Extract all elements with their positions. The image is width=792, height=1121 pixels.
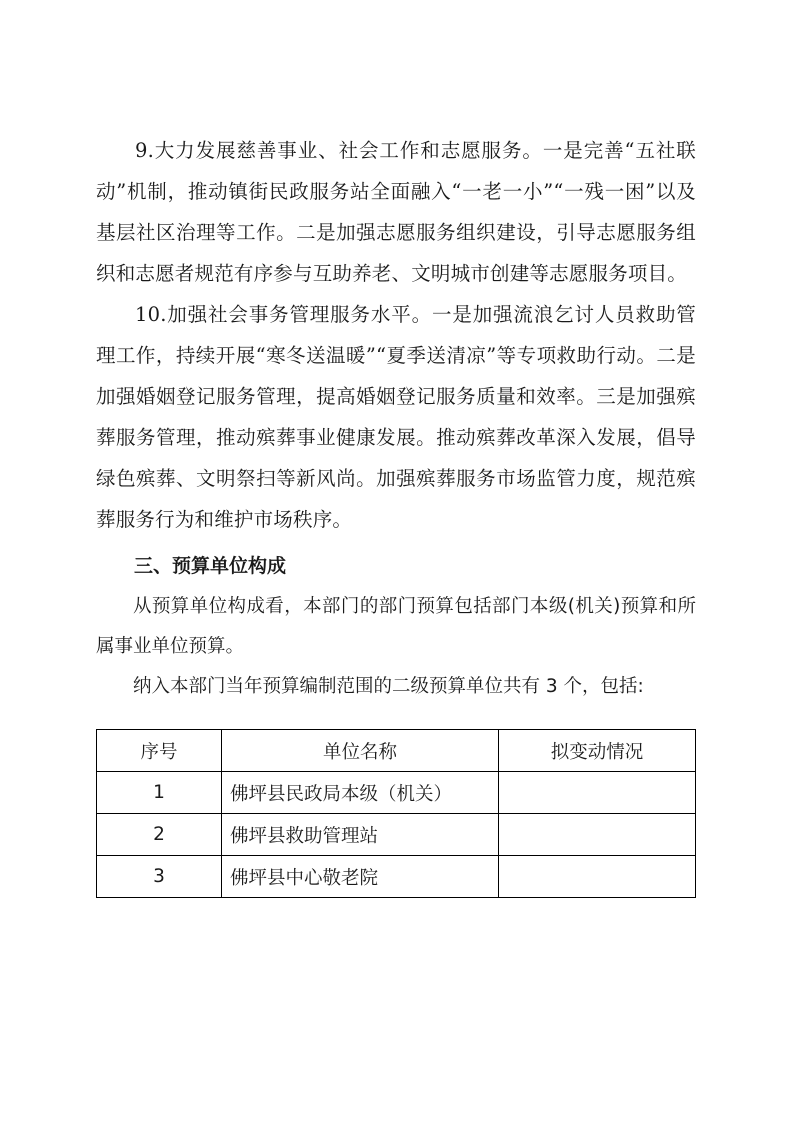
table-header bbox=[97, 730, 696, 772]
table-cell-change bbox=[499, 814, 696, 856]
table-row bbox=[97, 814, 696, 856]
table-cell-unit-name: 佛坪县救助管理站 bbox=[222, 814, 499, 856]
table-cell-unit-name: 佛坪县中心敬老院 bbox=[222, 856, 499, 898]
paragraph-10: 10.加强社会事务管理服务水平。一是加强流浪乞讨人员救助管理工作，持续开展“寒冬送温暖”“夏季送清凉”等专项救助行动。二是加强婚姻登记服务管理，提高婚姻登记服务质量和效率。三是加强殡葬服务管理，推动殡葬事业健康发展。推动殡葬改革深入发展，倡导绿色殡葬、文明祭扫等新风尚。加强殡葬服务市场监管力度，规范殡葬服务行为和维护市场秩序。 bbox=[96, 303, 696, 531]
table-cell-no: 3 bbox=[97, 856, 222, 898]
table-cell-change bbox=[499, 856, 696, 898]
paragraph-unit-count: 纳入本部门当年预算编制范围的二级预算单位共有 3 个，包括: bbox=[133, 676, 644, 697]
section-heading-budget-units: 三、预算单位构成 bbox=[134, 555, 287, 577]
table-cell-change bbox=[499, 772, 696, 814]
table-body bbox=[97, 772, 696, 898]
paragraph-unit-composition: 从预算单位构成看，本部门的部门预算包括部门本级(机关)预算和所属事业单位预算。 bbox=[96, 596, 696, 657]
table-cell-no: 2 bbox=[97, 814, 222, 856]
table-header-unit-name: 单位名称 bbox=[222, 730, 499, 772]
paragraph-9: 9.大力发展慈善事业、社会工作和志愿服务。一是完善“五社联动”机制，推动镇街民政服务站全面融入“一老一小”“一残一困”以及基层社区治理等工作。二是加强志愿服务组织建设，引导志愿服务组织和志愿者规范有序参与互助养老、文明城市创建等志愿服务项目。 bbox=[96, 139, 696, 285]
table-header-no: 序号 bbox=[97, 730, 222, 772]
table-header-change: 拟变动情况 bbox=[499, 730, 696, 772]
table-cell-unit-name: 佛坪县民政局本级（机关） bbox=[222, 772, 499, 814]
table-row bbox=[97, 772, 696, 814]
budget-units-table bbox=[96, 729, 696, 898]
table-row bbox=[97, 856, 696, 898]
table-cell-no: 1 bbox=[97, 772, 222, 814]
table-header-row bbox=[97, 730, 696, 772]
